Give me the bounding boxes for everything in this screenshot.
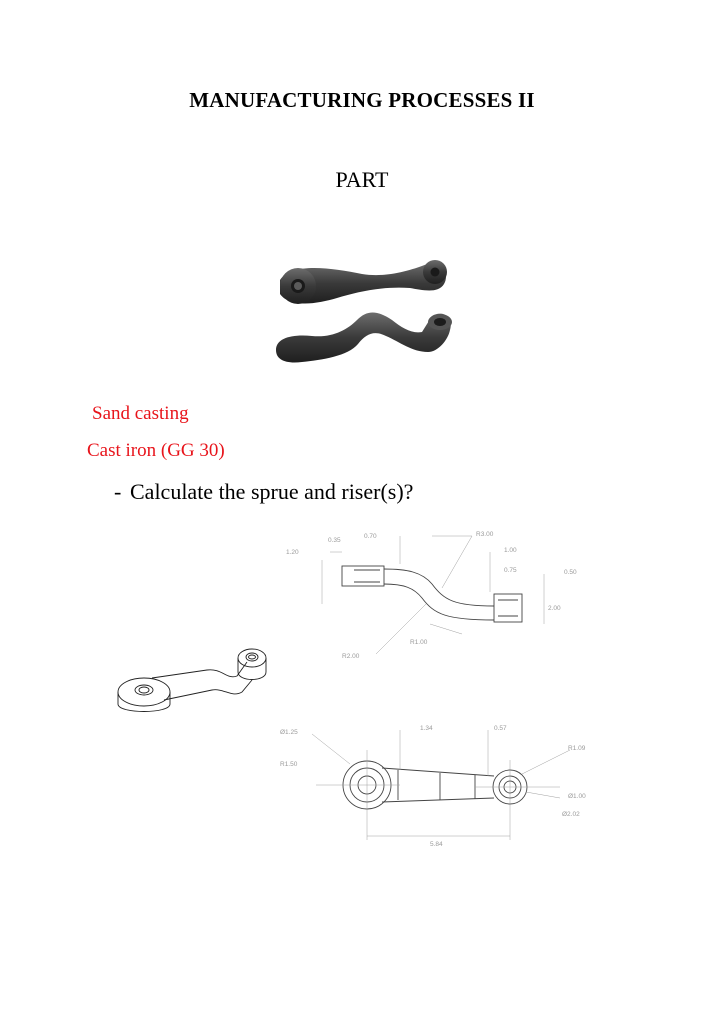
side-dim-1: 0.35 <box>328 537 341 544</box>
top-dim-8: 5.84 <box>430 841 443 848</box>
list-bullet: - <box>114 479 122 504</box>
question-item <box>114 479 413 505</box>
side-dim-8: 2.00 <box>548 605 561 612</box>
isometric-drawing <box>112 640 282 730</box>
top-dim-5: R1.09 <box>568 745 586 752</box>
side-dim-5: 1.00 <box>504 547 517 554</box>
side-dim-2: 1.20 <box>286 549 299 556</box>
section-heading: PART <box>335 167 389 192</box>
side-dim-9: R1.00 <box>410 639 428 646</box>
top-view-drawing <box>270 720 610 850</box>
material-spec: Cast iron (GG 30) <box>87 440 225 461</box>
top-dim-4: 0.57 <box>494 725 507 732</box>
top-dim-1: Ø1.25 <box>280 729 298 736</box>
top-dim-2: R1.50 <box>280 761 298 768</box>
side-dim-7: 0.50 <box>564 569 577 576</box>
side-view-drawing <box>282 524 592 664</box>
top-dim-3: 1.34 <box>420 725 433 732</box>
top-dim-6: Ø1.00 <box>568 793 586 800</box>
side-dim-4: R3.00 <box>476 531 494 538</box>
side-dim-3: 0.70 <box>364 533 377 540</box>
side-dim-6: 0.75 <box>504 567 517 574</box>
document-title: MANUFACTURING PROCESSES II <box>189 88 535 112</box>
top-dim-7: Ø2.02 <box>562 811 580 818</box>
part-photo <box>262 250 462 375</box>
casting-process: Sand casting <box>92 403 189 424</box>
side-dim-10: R2.00 <box>342 653 360 660</box>
question-text: Calculate the sprue and riser(s)? <box>130 479 414 504</box>
